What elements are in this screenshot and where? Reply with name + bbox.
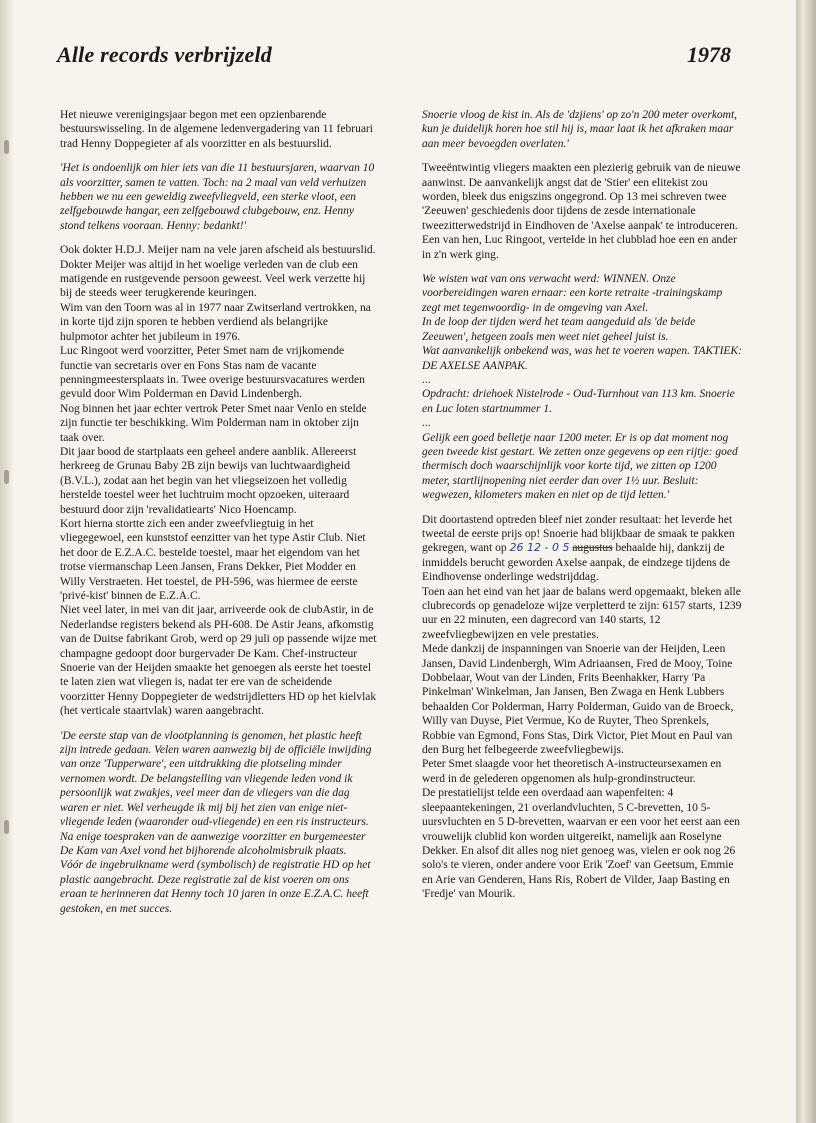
quote: Snoerie vloog de kist in. Als de 'dzjiens' op zo'n 200 meter overkomt, kun je duidelijk horen hoe stil hij is, maar laat ik het afkraken maar aan meer bevoegden overlaten.' [422, 109, 738, 150]
ellipsis: ... [422, 417, 431, 430]
quote: We wisten wat van ons verwacht werd: WINNEN. Onze voorbereidingen waren ernaar: een korte retraite -trainingskamp zegt met tegenwoordig- in de omgeving van Axel. [422, 273, 723, 314]
staple-hole [4, 140, 9, 154]
paragraph: Mede dankzij de inspanningen van Snoerie van der Heijden, Leen Jansen, David Lindenbergh, Wim Adriaansen, Fred de Mooy, Toine Dobbelaar, Wout van der Linden, Frits Beenhakker, Harry 'Pa Pinkelman' Winkelman, Jan Jansen, Ben Zwaga en Henk Lubbers behaalden Cor Polderman, Harry Polderman, Guido van de Broeck, Willy van Duyse, Piet Vermue, Ko de Ruyter, Theo Sprenkels, Robbie van Egmond, Fons Stas, Dirk Victor, Piet Mout en Paul van den Burg het felbegeerde zweefvliegbewijs. [422, 643, 734, 757]
quote: 'De eerste stap van de vlootplanning is genomen, het plastic heeft zijn intrede gedaan. Velen waren aanwezig bij de officiële inwijding van onze 'Tupperware', een uitdrukking die plotseling minder vernomen wordt. De belangstelling van vliegende leden vond ik persoonlijk wat zwakjes, veel meer dan de vliegers van die dag waren er niet. Wel verheugde ik mij bij het zien van enige niet-vliegende leden (waaronder oud-vliegende) en een ris instructeurs. [60, 729, 372, 829]
paragraph: Peter Smet slaagde voor het theoretisch A-instructeursexamen en werd in de gelederen opgenomen als hulp-grondinstructeur. [422, 758, 722, 785]
left-column [60, 108, 378, 916]
paragraph-text: Dit doortastend optreden bleef niet zonder resultaat: het leverde het tweetal de eerste prijs op! Snoerie had blijkbaar de smaak te pakken gekregen, want op [422, 513, 735, 555]
paragraph: Luc Ringoot werd voorzitter, Peter Smet nam de vrijkomende functie van secretaris over en Fons Stas nam de vacante penningmeestersplaats in. Twee overige bestuursvacatures werden gevuld door Wim Polderman en David Lindenbergh. [60, 345, 365, 401]
quote: Na enige toespraken van de aanwezige voorzitter en burgemeester De Kam van Axel vond het bijhorende alcoholmisbruik plaats. [60, 830, 366, 857]
paragraph: Nog binnen het jaar echter vertrok Peter Smet naar Venlo en stelde zijn functie ter beschikking. Wim Polderman nam in oktober zijn taak over. [60, 402, 367, 444]
quote: Gelijk een goed belletje naar 1200 meter. Er is op dat moment nog geen tweede kist gestart. We zetten onze gegevens op een rijtje: goed thermisch doch waarschijnlijk voor korte tijd, we zitten op 1200 meter, startlijnopening niet eerder dan over 1½ uur. Besluit: wegwezen, kilometers maken en niet op de tijd letten.' [422, 431, 738, 502]
paragraph: Kort hierna stortte zich een ander zweefvliegtuig in het vliegegewoel, een kunststof eenzitter van het type Astir Club. Niet het door de E.Z.A.C. bestelde toestel, maar het eigendom van het trotse viermanschap Leen Jansen, Frans Dekker, Piet Modder en Willy Verstraeten. Het toestel, de PH-596, was hiermee de eerste 'privé-kist' binnen de E.Z.A.C. [60, 517, 366, 602]
paragraph: Dit jaar bood de startplaats een geheel andere aanblik. Allereerst herkreeg de Grunau Baby 2B zijn bewijs van luchtwaardigheid (B.V.L.), zodat aan het begin van het vliegseizoen het volledig herstelde toestel weer het luchtruim mocht opzoeken, uiteraard bestuurd door zijn 'revalidatiearts' Nico Hoencamp. [60, 445, 357, 516]
paragraph-text: behaalde hij, dankzij de inmiddels berucht geworden Axelse aanpak, de eindzege tijdens de Eindhovense onderlinge wedstrijddag. [422, 542, 731, 584]
quote: Wat aanvankelijk onbekend was, was het te voeren wapen. TAKTIEK: DE AXELSE AANPAK. [422, 345, 742, 372]
paragraph-with-annotation [422, 513, 742, 585]
handwritten-date: 26 12 - 0 5 [509, 541, 570, 555]
right-column [422, 108, 742, 902]
ellipsis: ... [422, 373, 431, 386]
article-year: 1978 [687, 42, 731, 67]
staple-hole [4, 470, 9, 484]
paragraph: Toen aan het eind van het jaar de balans werd opgemaakt, bleken alle clubrecords op genadeloze wijze verpletterd te zijn: 6157 starts, 1239 uur en 22 minuten, een dagrecord van 140 starts, 12 zweefvliegbewijzen en vele prestaties. [422, 585, 742, 641]
paragraph: Ook dokter H.D.J. Meijer nam na vele jaren afscheid als bestuurslid. Dokter Meijer was altijd in het woelige verleden van de club een matigende en rustgevende persoon geweest. Veel werk verzette hij bij de steeds weer terugkerende keuringen. [60, 244, 376, 300]
quote: Vóór de ingebruikname werd (symbolisch) de registratie HD op het plastic aangebracht. Deze registratie zal de kist voeren om ons eraan te herinneren dat Henny toch 10 jaren in onze E.Z.A.C. heeft gestoken, en met succes. [60, 859, 371, 915]
quote: In de loop der tijden werd het team aangeduid als 'de beide Zeeuwen', hetgeen zoals men weet niet geheel juist is. [422, 316, 696, 343]
paragraph: Wim van den Toorn was al in 1977 naar Zwitserland vertrokken, na in korte tijd zijn sporen te hebben verdiend als belangrijke hulpmotor achter het jubileum in 1976. [60, 301, 371, 343]
article-title: Alle records verbrijzeld [57, 42, 272, 67]
page-edge [796, 0, 816, 1123]
staple-hole [4, 820, 9, 834]
paragraph: Niet veel later, in mei van dit jaar, arriveerde ook de clubAstir, in de Nederlandse registers bekend als PH-608. De Astir Jeans, afkomstig van de Duitse fabrikant Grob, werd op 29 juli op passende wijze met champagne gedoopt door burgervader De Kam. Chef-instructeur Snoerie van der Heijden smaakte het genoegen als eerste het toestel te laten zien wat vliegen is, nadat ter ere van de scheidende voorzitter Henny Doppegieter de wedstrijdletters HD op het kielvlak (het verticale staartvlak) waren aangebracht. [60, 604, 377, 718]
quote: Opdracht: driehoek Nistelrode - Oud-Turnhout van 113 km. Snoerie en Luc loten startnummer 1. [422, 388, 735, 415]
binding-shadow [0, 0, 14, 1123]
paragraph: Het nieuwe verenigingsjaar begon met een opzienbarende bestuurswisseling. In de algemene ledenvergadering van 11 februari trad Henny Doppegieter af als voorzitter en als bestuurslid. [60, 109, 373, 150]
struck-word: augustus [572, 542, 613, 555]
paragraph: Tweeëntwintig vliegers maakten een plezierig gebruik van de nieuwe aanwinst. De aanvankelijk angst dat de 'Stier' een elitekist zou worden, bleek dus enigszins ongegrond. Op 13 mei schreven twee 'Zeeuwen' geschiedenis door tijdens de zesde internationale tweezitterwedstrijd in Eindhoven de 'Axelse aanpak' te introduceren. Een van hen, Luc Ringoot, vertelde in het clubblad hoe een en ander in z'n werk ging. [422, 162, 741, 261]
paragraph: De prestatielijst telde een overdaad aan wapenfeiten: 4 sleepaantekeningen, 21 overlandvluchten, 5 C-brevetten, 10 5-uursvluchten en 5 D-brevetten, waarvan er een voor het eerst aan een vrouwelijk clublid kon worden uitgereikt, namelijk aan Roselyne Dekker. En alsof dit alles nog niet genoeg was, vielen er ook nog 26 solo's te vieren, onder andere voor Erik 'Zoef' van Geetsum, Emmie en Arie van Genderen, Hans Ris, Robert de Vilder, Jaap Basting en 'Fredje' van Mourik. [422, 787, 741, 901]
quote: 'Het is ondoenlijk om hier iets van die 11 bestuursjaren, waarvan 10 als voorzitter, samen te vatten. Toch: na 2 maal van veld verhuizen hebben we nu een geweldig zweefvliegveld, een sterke vloot, een zelfgebouwde hangar, een zelfgebouwd clubgebouw, enz. Henny stond telkens vooraan. Henny: bedankt!' [60, 162, 375, 232]
